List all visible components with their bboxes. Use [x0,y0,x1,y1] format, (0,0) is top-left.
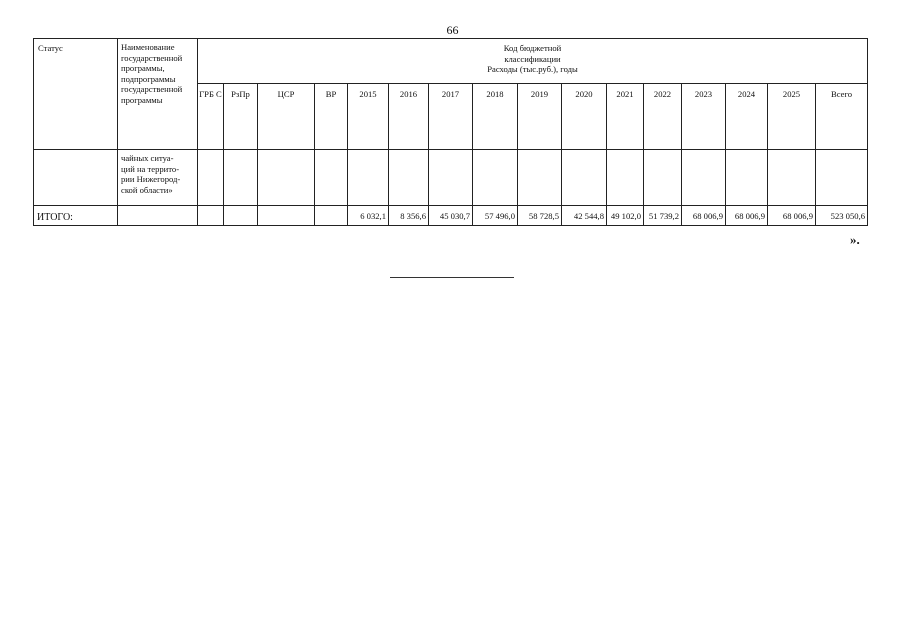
total-all: 523 050,6 [816,206,868,226]
subheader-total: Всего [816,84,868,150]
header-name-line: государственной [121,84,183,94]
total-2017: 45 030,7 [429,206,473,226]
continuation-status-cell [34,150,118,206]
subheader-grbs: ГРБ С [198,84,224,150]
empty-cell [473,150,518,206]
header-name-line: программы [121,94,163,105]
subheader-year-2021: 2021 [607,84,644,150]
empty-cell [726,150,768,206]
header-status: Статус [34,39,118,150]
empty-cell [258,150,315,206]
total-2024: 68 006,9 [726,206,768,226]
header-name-line: подпрограммы [121,73,176,84]
empty-cell [429,150,473,206]
total-2015: 6 032,1 [348,206,389,226]
header-group-line: Расходы (тыс.руб.), годы [487,64,578,74]
total-vr [315,206,348,226]
total-2021: 49 102,0 [607,206,644,226]
header-name [118,39,198,150]
total-grbs [198,206,224,226]
empty-cell [389,150,429,206]
subheader-year-2016: 2016 [389,84,429,150]
header-name-line: государственной [121,52,183,63]
subheader-year-2017: 2017 [429,84,473,150]
header-group-line: классификации [504,53,561,64]
header-group [198,39,868,84]
total-2020: 42 544,8 [562,206,607,226]
empty-cell [224,150,258,206]
subheader-csr: ЦСР [258,84,315,150]
continuation-name-line: ций на террито- [121,163,180,174]
closing-quote-mark: ». [850,232,860,247]
total-2025: 68 006,9 [768,206,816,226]
empty-cell [562,150,607,206]
continuation-name-line: ской области» [121,184,173,195]
total-2016: 8 356,6 [389,206,429,226]
subheader-year-2025: 2025 [768,84,816,150]
subheader-year-2024: 2024 [726,84,768,150]
continuation-row [34,150,868,206]
empty-cell [682,150,726,206]
empty-cell [768,150,816,206]
subheader-year-2018: 2018 [473,84,518,150]
total-2019: 58 728,5 [518,206,562,226]
subheader-year-2015: 2015 [348,84,389,150]
continuation-name-cell [118,150,198,206]
subheader-rzpr: РзПр [224,84,258,150]
header-group-line: Код бюджетной [503,43,562,53]
total-label: ИТОГО: [34,206,118,226]
subheader-year-2023: 2023 [682,84,726,150]
empty-cell [348,150,389,206]
subheader-year-2019: 2019 [518,84,562,150]
total-csr [258,206,315,226]
subheader-year-2020: 2020 [562,84,607,150]
empty-cell [816,150,868,206]
subheader-year-2022: 2022 [644,84,682,150]
page-number: 66 [446,23,459,37]
total-row [34,206,868,226]
empty-cell [644,150,682,206]
total-2023: 68 006,9 [682,206,726,226]
header-row [34,39,868,84]
total-2018: 57 496,0 [473,206,518,226]
empty-cell [607,150,644,206]
continuation-name-line: рии Нижегород- [121,174,181,184]
empty-cell [315,150,348,206]
divider-line [390,277,514,278]
empty-cell [118,206,198,226]
total-2022: 51 739,2 [644,206,682,226]
header-name-line: программы, [121,63,165,73]
total-rzpr [224,206,258,226]
budget-table [33,38,868,226]
header-name-line: Наименование [121,42,175,52]
empty-cell [518,150,562,206]
subheader-vr: ВР [315,84,348,150]
continuation-name-line: чайных ситуа- [121,153,174,163]
empty-cell [198,150,224,206]
